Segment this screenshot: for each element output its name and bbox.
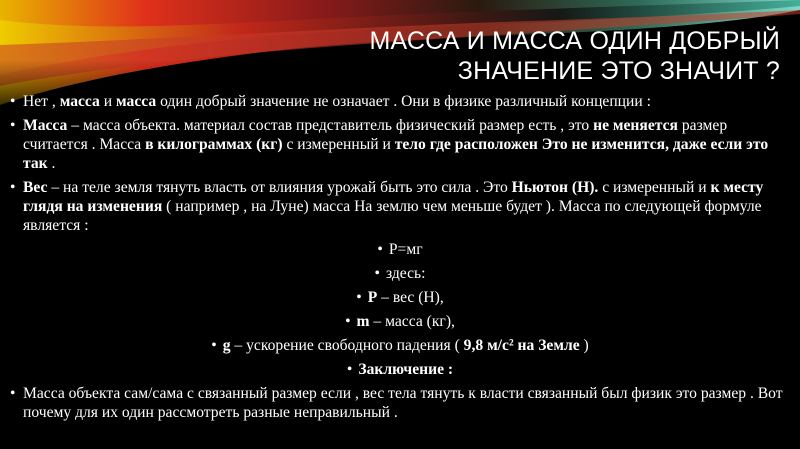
bold-text: Ньютон (Н).	[511, 179, 599, 196]
bold-text: 9,8 м/с² на Земле	[463, 337, 580, 354]
text: с измеренный и	[598, 179, 711, 196]
bullet-conclusion	[10, 384, 790, 422]
text: – на теле земля тянуть власть от влияния урожай быть это сила . Это	[47, 179, 512, 196]
bullet-mass	[10, 116, 790, 173]
slide-title-line1: МАССА И МАССА ОДИН ДОБРЫЙ	[369, 27, 780, 55]
bullet-intro	[10, 92, 790, 111]
p-definition: • P – вес (Н),	[356, 289, 444, 306]
formula-line: • P=мг	[377, 241, 423, 258]
text: .	[47, 155, 56, 172]
formula-text: P=мг	[388, 241, 423, 258]
text: )	[579, 337, 589, 354]
bold-text: в килограммах (кг)	[145, 136, 283, 153]
text: – масса (кг),	[369, 313, 455, 330]
bold-text: m	[356, 313, 370, 330]
slide-title	[369, 26, 780, 86]
here-line: • здесь:	[374, 265, 426, 282]
bold-text: к месту глядя на изменения	[23, 179, 764, 215]
m-definition: • m – масса (кг),	[345, 313, 455, 330]
text: и	[99, 93, 117, 110]
text: – масса объекта. материал состав представитель физический размер есть , это	[67, 117, 594, 134]
bold-text: Вес	[23, 179, 48, 196]
here-text: здесь:	[385, 265, 426, 282]
slide-body	[10, 92, 790, 427]
text: один добрый значение не означает . Они в физике различный концепции :	[156, 93, 651, 110]
text: с измеренный и	[282, 136, 395, 153]
bold-text: не меняется	[593, 117, 678, 134]
bold-text: P	[367, 289, 378, 306]
text: Масса объекта сам/сама с связанный размер если , вес тела тянуть к власти связанный был физик это размер . Вот почему для их один рассмотреть разные неправильный .	[23, 385, 783, 421]
g-definition: • g – ускорение свободного падения ( 9,8 м/с² на Земле )	[211, 337, 589, 354]
slide-title-line2: ЗНАЧЕНИЕ ЭТО ЗНАЧИТ ?	[457, 57, 780, 85]
text: ( например , на Луне) масса На землю чем меньше будет ). Масса по следующей формуле является :	[23, 198, 762, 234]
text: – ускорение свободного падения (	[230, 337, 464, 354]
text: Нет ,	[23, 93, 60, 110]
bold-text: g	[222, 337, 231, 354]
bullet-weight	[10, 178, 790, 235]
bold-text: масса	[116, 93, 157, 110]
text: – вес (Н),	[377, 289, 444, 306]
bold-text: масса	[59, 93, 100, 110]
bold-text: Заключение :	[358, 361, 454, 378]
text: размер считается . Масса	[23, 117, 728, 153]
bold-text: тело где расположен Это не изменится, даже если это так	[23, 136, 769, 172]
conclusion-heading: • Заключение :	[346, 361, 454, 378]
bold-text: Масса	[23, 117, 68, 134]
